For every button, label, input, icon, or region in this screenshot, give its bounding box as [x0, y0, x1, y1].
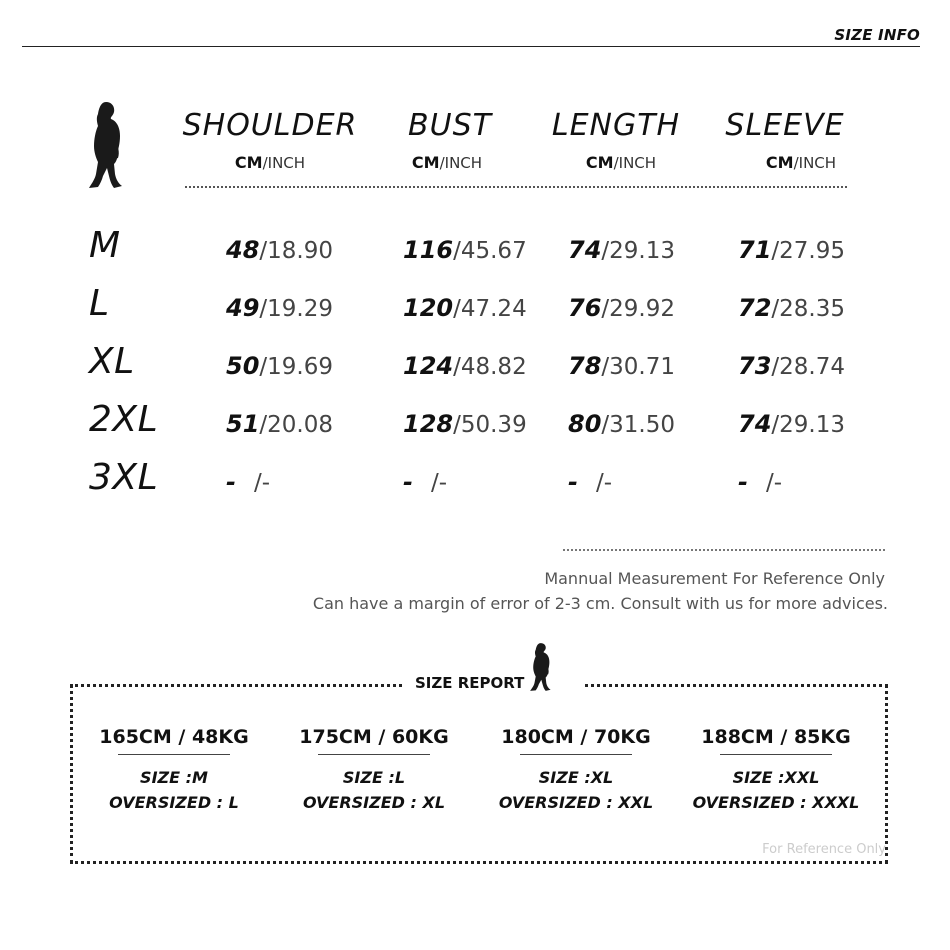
column-title-sleeve: SLEEVE [725, 108, 845, 143]
reference-note: For Reference Only [762, 842, 886, 857]
cell-l-bust: 120/47.24 [403, 294, 527, 322]
cell-2xl-sleeve: 74/29.13 [738, 410, 845, 438]
header-divider [22, 46, 920, 47]
item-divider [520, 754, 632, 755]
height-weight: 188CM / 85KG [701, 726, 851, 748]
size-label-l: L [89, 283, 110, 324]
cell-3xl-sleeve: - /- [738, 468, 783, 496]
column-unit-shoulder: CM/INCH [234, 153, 306, 172]
size-report-title: SIZE REPORT [415, 674, 525, 692]
note-dotted-divider [563, 549, 885, 551]
column-unit-length: CM/INCH [585, 153, 657, 172]
column-title-bust: BUST [408, 108, 492, 143]
item-divider [720, 754, 832, 755]
cell-m-sleeve: 71/27.95 [738, 236, 845, 264]
cell-2xl-shoulder: 51/20.08 [226, 410, 333, 438]
size-label-2xl: 2XL [89, 399, 159, 440]
cell-xl-sleeve: 73/28.74 [738, 352, 845, 380]
cell-m-length: 74/29.13 [568, 236, 675, 264]
size-label-m: M [89, 225, 121, 266]
size-label-xl: XL [89, 341, 135, 382]
recommended-size: SIZE :L [342, 768, 406, 787]
size-report-header [405, 640, 585, 700]
page-title: SIZE INFO [834, 26, 920, 44]
cell-xl-shoulder: 50/19.69 [226, 352, 333, 380]
walking-ape-icon [84, 100, 129, 190]
cell-l-shoulder: 49/19.29 [226, 294, 333, 322]
column-unit-bust: CM/INCH [411, 153, 483, 172]
cell-3xl-bust: - /- [403, 468, 448, 496]
size-report-item [274, 726, 474, 815]
oversized-size: OVERSIZED : L [109, 793, 239, 812]
column-title-length: LENGTH [551, 108, 681, 143]
cell-l-length: 76/29.92 [568, 294, 675, 322]
walking-ape-icon [527, 642, 555, 692]
margin-of-error-note: Can have a margin of error of 2-3 cm. Consult with us for more advices. [312, 594, 888, 613]
cell-3xl-shoulder: - /- [226, 468, 271, 496]
item-divider [118, 754, 230, 755]
recommended-size: SIZE :XL [538, 768, 614, 787]
column-unit-sleeve: CM/INCH [765, 153, 837, 172]
cell-3xl-length: - /- [568, 468, 613, 496]
cell-xl-bust: 124/48.82 [403, 352, 527, 380]
height-weight: 175CM / 60KG [299, 726, 449, 748]
size-label-3xl: 3XL [89, 457, 159, 498]
header-dotted-divider [185, 186, 847, 188]
cell-m-shoulder: 48/18.90 [226, 236, 333, 264]
oversized-size: OVERSIZED : XXXL [692, 793, 860, 812]
item-divider [318, 754, 430, 755]
size-report-item [74, 726, 274, 815]
measurement-note: Mannual Measurement For Reference Only [544, 569, 885, 588]
column-title-shoulder: SHOULDER [182, 108, 358, 143]
cell-xl-length: 78/30.71 [568, 352, 675, 380]
recommended-size: SIZE :XXL [732, 768, 820, 787]
recommended-size: SIZE :M [140, 768, 208, 787]
cell-2xl-bust: 128/50.39 [403, 410, 527, 438]
height-weight: 165CM / 48KG [99, 726, 249, 748]
oversized-size: OVERSIZED : XXL [498, 793, 654, 812]
size-report-item [676, 726, 876, 815]
cell-l-sleeve: 72/28.35 [738, 294, 845, 322]
cell-2xl-length: 80/31.50 [568, 410, 675, 438]
size-report-item [476, 726, 676, 815]
cell-m-bust: 116/45.67 [403, 236, 527, 264]
oversized-size: OVERSIZED : XL [302, 793, 446, 812]
height-weight: 180CM / 70KG [501, 726, 651, 748]
